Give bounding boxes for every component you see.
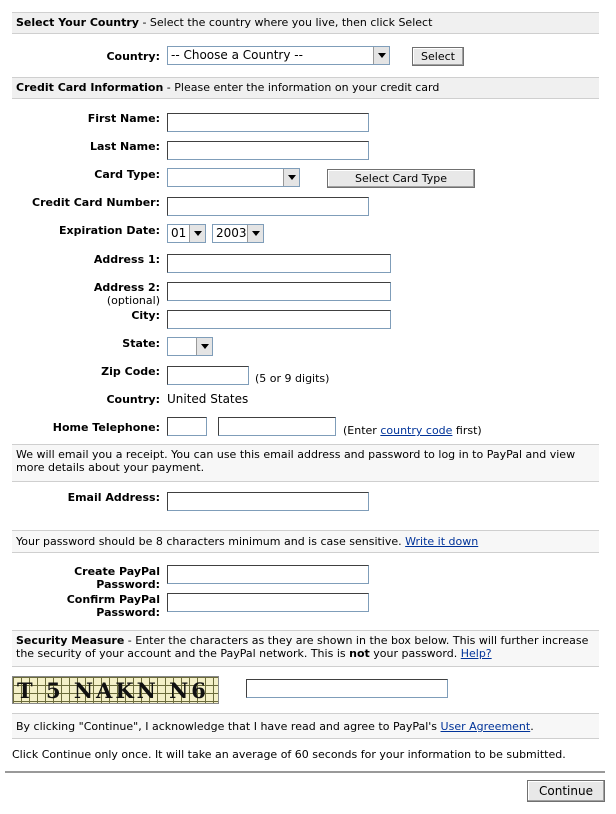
city-label: City: [131, 309, 160, 322]
address1-input[interactable] [167, 254, 391, 273]
card-type-label: Card Type: [94, 168, 160, 181]
exp-year-select[interactable] [212, 224, 264, 243]
help-link[interactable]: Help? [460, 647, 492, 660]
exp-month-select[interactable] [167, 224, 206, 243]
country-label: Country: [106, 50, 160, 63]
last-name-label: Last Name: [89, 140, 160, 153]
country-code-link[interactable]: country code [380, 424, 453, 437]
write-it-down-link[interactable]: Write it down [405, 535, 479, 548]
email-note: We will email you a receipt. You can use this email address and password to log in to PayPal and view more details about your payment. [12, 444, 599, 482]
card-section-title: Credit Card Information [16, 81, 164, 94]
password-note [12, 530, 599, 553]
phone-label: Home Telephone: [52, 421, 160, 434]
address2-label [10, 281, 160, 307]
confirm-password-label-2: Password: [96, 606, 160, 619]
country-section-desc: - Select the country where you live, then click Select [138, 16, 433, 29]
security-note [12, 630, 599, 667]
select-card-type-button[interactable]: Select Card Type [327, 169, 475, 188]
chevron-down-icon [196, 338, 212, 355]
user-agreement-link[interactable]: User Agreement [440, 720, 531, 733]
security-desc-bold: not [349, 647, 370, 660]
password-note-text: Your password should be 8 characters minimum and is case sensitive. [16, 535, 406, 548]
agreement-text: By clicking "Continue", I acknowledge that I have read and agree to PayPal's [16, 720, 441, 733]
footer-divider [5, 771, 605, 773]
first-name-label: First Name: [87, 112, 160, 125]
confirm-password-input[interactable] [167, 593, 369, 612]
city-input[interactable] [167, 310, 391, 329]
email-label: Email Address: [67, 491, 160, 504]
phone-hint-pre: (Enter [343, 424, 381, 437]
country-us-label: Country: [106, 393, 160, 406]
exp-year-value: 2003 [216, 226, 247, 240]
card-number-label: Credit Card Number: [32, 196, 160, 209]
zip-label: Zip Code: [101, 365, 160, 378]
state-select[interactable] [167, 337, 213, 356]
chevron-down-icon [189, 225, 205, 242]
country-us-value: United States [167, 392, 249, 406]
security-desc-post: your password. [369, 647, 461, 660]
create-password-input[interactable] [167, 565, 369, 584]
first-name-input[interactable] [167, 113, 369, 132]
address2-optional-text: (optional) [106, 294, 160, 307]
confirm-password-label [10, 593, 160, 619]
country-select-value: -- Choose a Country -- [171, 48, 303, 62]
confirm-password-label-1: Confirm PayPal [66, 593, 160, 606]
agreement-end: . [530, 720, 534, 733]
country-section-title: Select Your Country [16, 16, 139, 29]
chevron-down-icon [283, 169, 299, 186]
security-title: Security Measure [16, 634, 125, 647]
card-number-input[interactable] [167, 197, 369, 216]
last-name-input[interactable] [167, 141, 369, 160]
chevron-down-icon [247, 225, 263, 242]
create-password-label-1: Create PayPal [74, 565, 160, 578]
agreement-note [12, 713, 599, 739]
captcha-input[interactable] [246, 679, 448, 698]
security-desc-pre: - Enter the characters as they are shown in the box below. This will further increase the security of your account and the PayPal network. This is [16, 634, 589, 660]
country-select[interactable] [167, 46, 390, 65]
card-section-desc: - Please enter the information on your credit card [163, 81, 440, 94]
select-country-button[interactable]: Select [412, 47, 464, 66]
address2-label-text: Address 2: [93, 281, 160, 294]
card-type-select[interactable] [167, 168, 300, 187]
continue-button[interactable]: Continue [527, 780, 605, 802]
footer-note: Click Continue only once. It will take an average of 60 seconds for your information to be submitted. [12, 748, 566, 761]
chevron-down-icon [373, 47, 389, 64]
address1-label: Address 1: [93, 253, 160, 266]
zip-hint: (5 or 9 digits) [255, 372, 330, 385]
expiration-label: Expiration Date: [58, 224, 160, 237]
phone-country-code-input[interactable] [167, 417, 207, 436]
create-password-label [10, 565, 160, 591]
country-section-header [12, 12, 599, 34]
address2-input[interactable] [167, 282, 391, 301]
zip-input[interactable] [167, 366, 249, 385]
create-password-label-2: Password: [96, 578, 160, 591]
state-label: State: [122, 337, 160, 350]
phone-hint [343, 424, 482, 437]
exp-month-value: 01 [171, 226, 187, 240]
card-section-header [12, 77, 599, 99]
email-input[interactable] [167, 492, 369, 511]
phone-hint-post: first) [452, 424, 482, 437]
phone-number-input[interactable] [218, 417, 336, 436]
captcha-image: T 5 NAKN N6 [12, 676, 219, 704]
